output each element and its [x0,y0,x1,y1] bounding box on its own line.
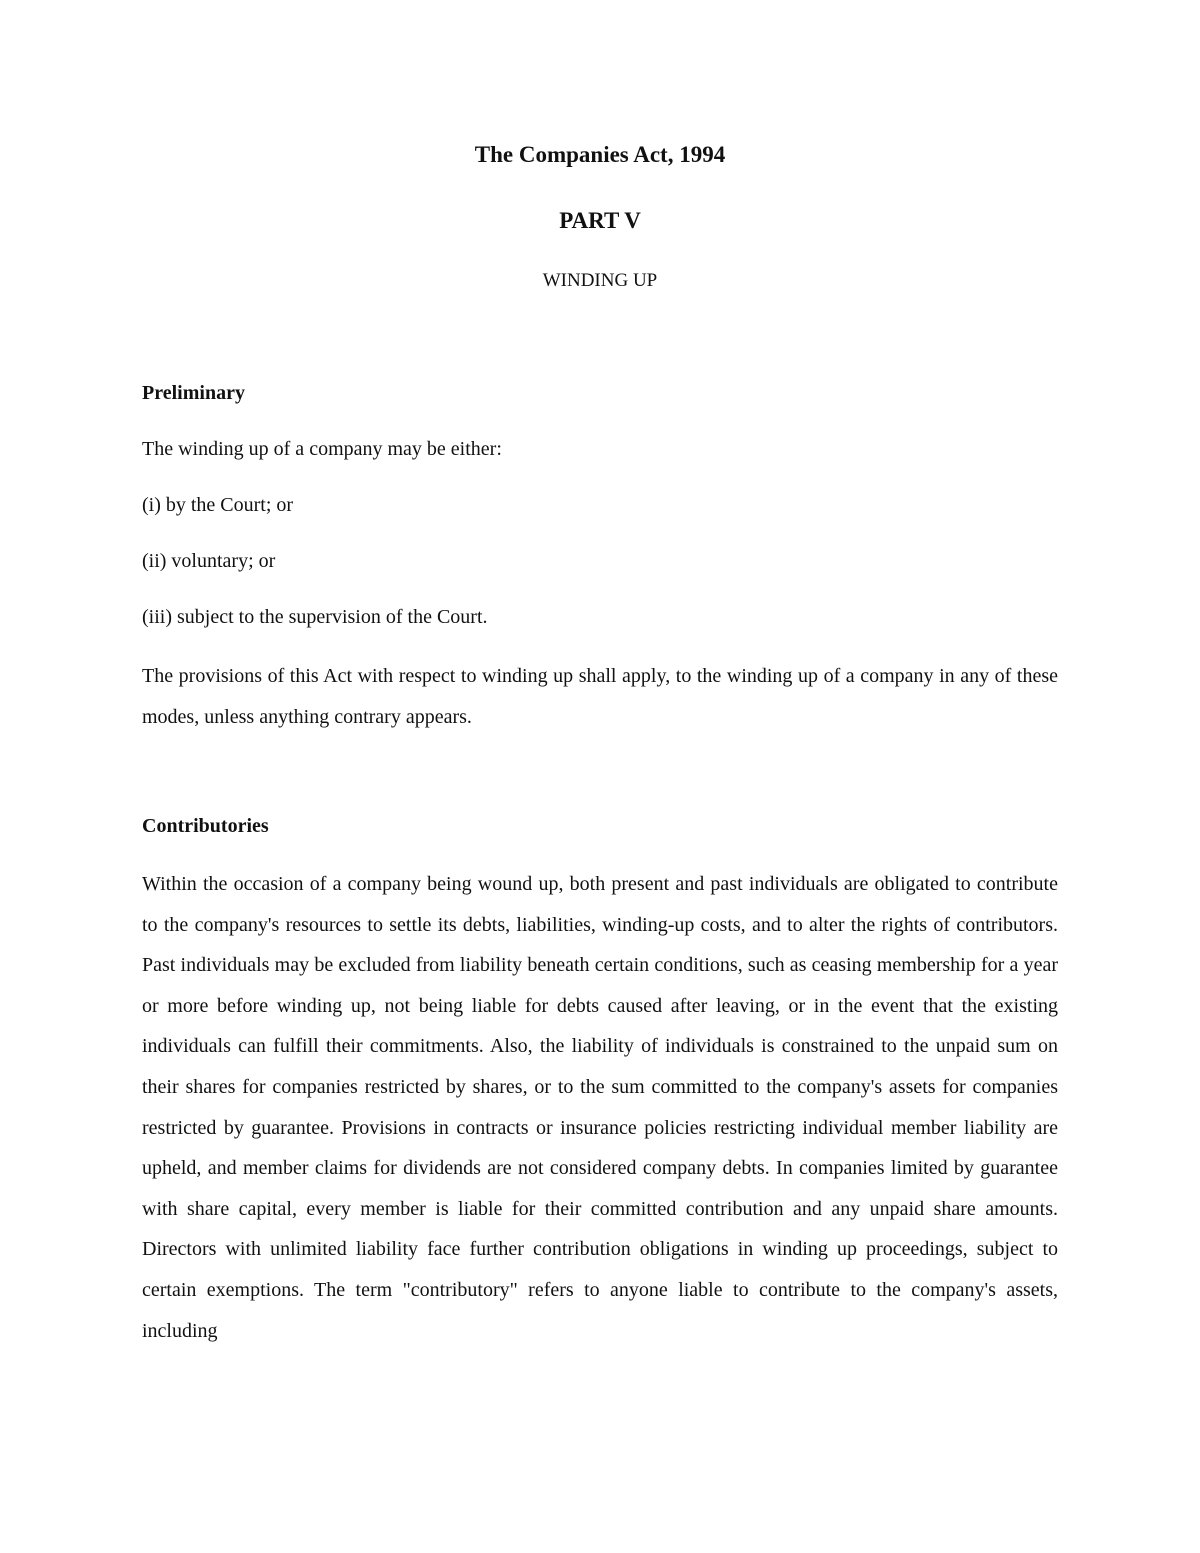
contributories-heading: Contributories [142,815,269,837]
preliminary-provisions-paragraph: The provisions of this Act with respect to winding up shall apply, to the winding up of a company in any of these modes, unless anything contrary appears. [142,665,1058,728]
contributories-paragraph: Within the occasion of a company being wound up, both present and past individuals are obligated to contribute to the company's resources to settle its debts, liabilities, winding-up costs, and to alter the rights of contributors. Past individuals may be excluded from liability beneath certain conditions, such as ceasing membership for a year or more before winding up, not being liable for debts caused after leaving, or in the event that the existing individuals can fulfill their commitments. Also, the liability of individuals is constrained to the unpaid sum on their shares for companies restricted by shares, or to the sum committed to the company's assets for companies restricted by guarantee. Provisions in contracts or insurance policies restricting individual member liability are upheld, and member claims for dividends are not considered company debts. In companies limited by guarantee with share capital, every member is liable for their committed contribution and any unpaid share amounts. Directors with unlimited liability face further contribution obligations in winding up proceedings, subject to certain exemptions. The term "contributory" refers to anyone liable to contribute to the company's assets, including [142,873,1058,1342]
part-subtitle: WINDING UP [542,270,658,291]
preliminary-heading: Preliminary [142,382,245,404]
document-title: The Companies Act, 1994 [474,142,726,167]
preliminary-item-3: (iii) subject to the supervision of the Court. [142,606,488,628]
preliminary-item-1: (i) by the Court; or [142,494,294,516]
part-title: PART V [559,208,641,233]
preliminary-intro: The winding up of a company may be either: [142,438,502,460]
preliminary-item-2: (ii) voluntary; or [142,550,276,572]
